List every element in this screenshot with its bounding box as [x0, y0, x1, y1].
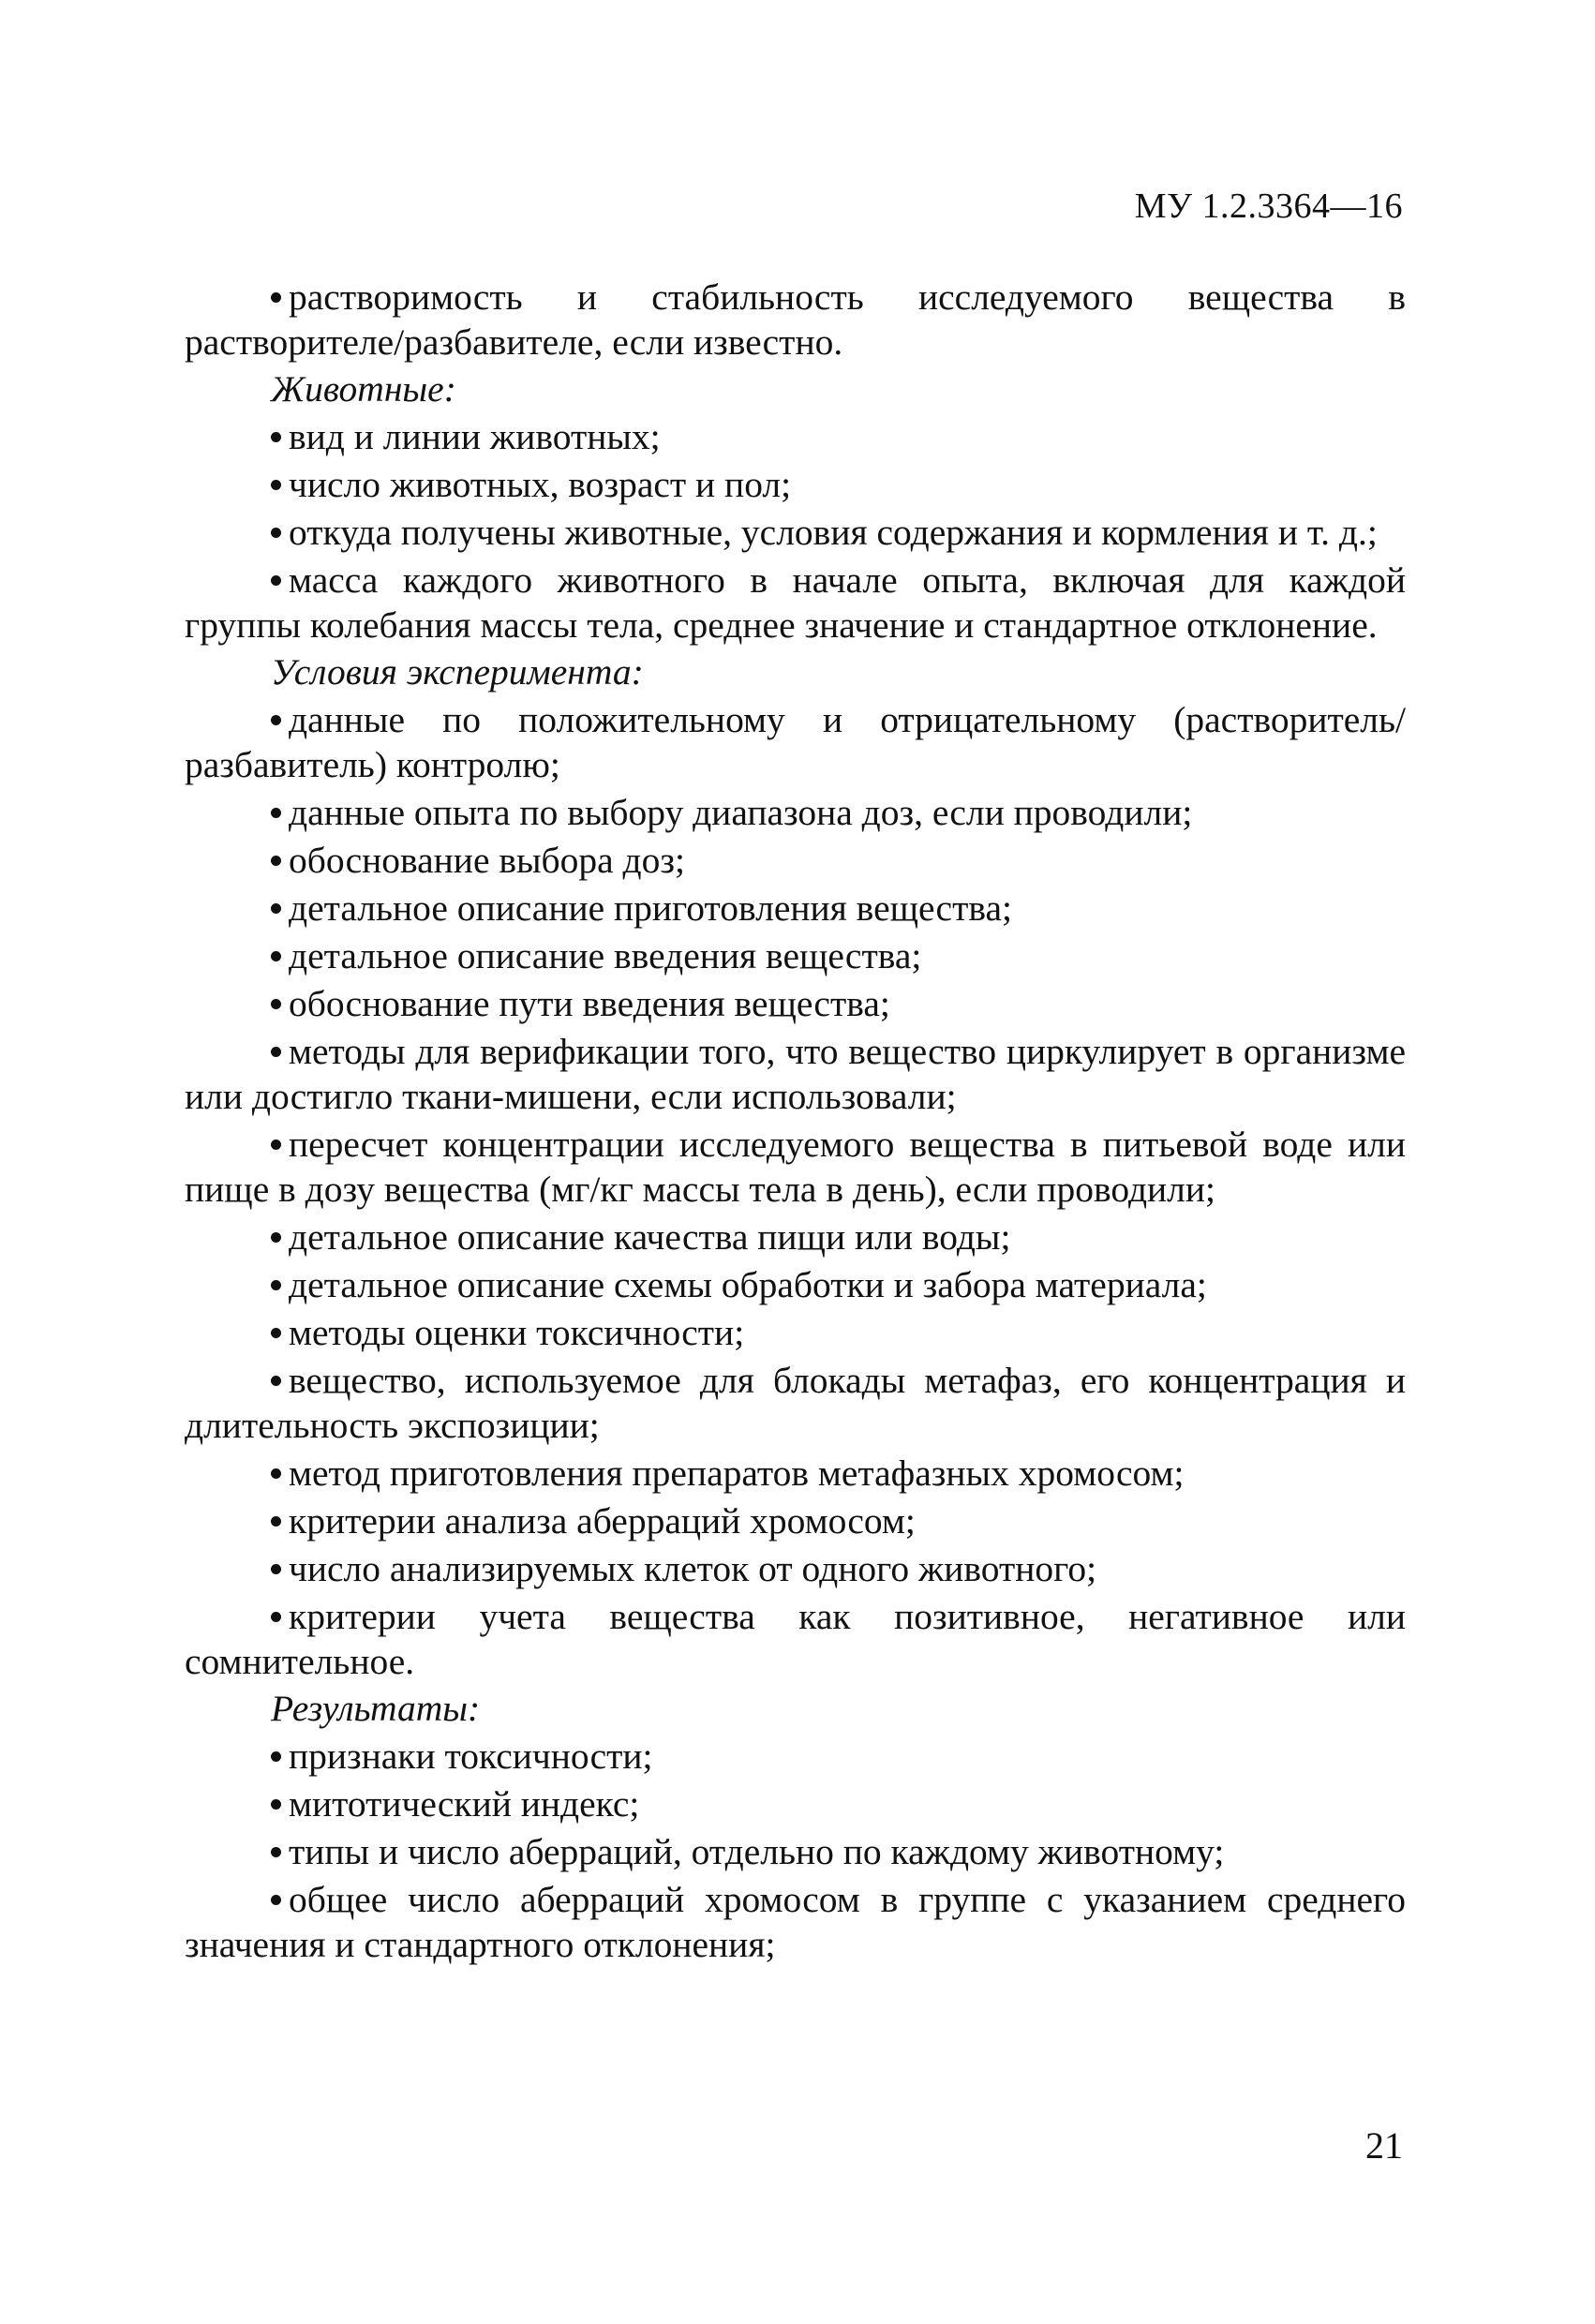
bullet-icon	[271, 715, 281, 725]
list-item-text: детальное описание приготовления вещества;	[289, 887, 1012, 929]
bullet-icon	[271, 1376, 281, 1386]
list-item	[185, 1497, 1406, 1545]
list-item	[185, 1261, 1406, 1309]
list-item-text: критерии учета вещества как позитивное, негативное или сомнительное.	[185, 1596, 1406, 1682]
bullet-icon	[271, 575, 281, 586]
bullet-icon	[271, 432, 281, 442]
bullet-icon	[271, 1847, 281, 1857]
list-item-text: число анализируемых клеток от одного животного;	[289, 1548, 1097, 1589]
bullet-icon	[271, 1232, 281, 1243]
list-item-text: детальное описание схемы обработки и забора материала;	[289, 1264, 1207, 1305]
list-item	[185, 461, 1406, 509]
list-item-text: данные опыта по выбору диапазона доз, если проводили;	[289, 792, 1193, 833]
list-item-text: митотический индекс;	[289, 1783, 640, 1825]
list-item	[185, 885, 1406, 932]
list-item	[185, 1214, 1406, 1261]
bullet-icon	[271, 1047, 281, 1057]
page-number: 21	[1365, 2124, 1403, 2167]
section-heading-text: Условия эксперимента:	[271, 651, 644, 693]
bullet-icon	[271, 1564, 281, 1574]
list-item-text: пересчет концентрации исследуемого вещества в питьевой воде или пище в дозу вещества (мг/кг массы тела в день), если проводили;	[185, 1124, 1406, 1210]
list-item	[185, 1733, 1406, 1780]
section-heading	[185, 1686, 1406, 1733]
bullet-icon	[271, 951, 281, 961]
list-item	[185, 696, 1406, 789]
list-item	[185, 274, 1406, 366]
list-item-text: растворимость и стабильность исследуемого вещества в растворителе/разбавителе, если известно.	[185, 276, 1406, 363]
list-item-text: откуда получены животные, условия содержания и кормления и т. д.;	[289, 512, 1378, 553]
list-item	[185, 980, 1406, 1028]
bullet-icon	[271, 808, 281, 818]
bullet-icon	[271, 1799, 281, 1810]
bullet-icon	[271, 999, 281, 1009]
list-item	[185, 1121, 1406, 1214]
bullet-icon	[271, 856, 281, 866]
list-item	[185, 1780, 1406, 1828]
bullet-icon	[271, 1468, 281, 1479]
list-item	[185, 1357, 1406, 1450]
list-item	[185, 1828, 1406, 1876]
list-item-text: методы для верификации того, что вещество циркулирует в организме или достигло ткани-мишени, если использовали;	[185, 1031, 1406, 1117]
page-body	[185, 274, 1406, 1969]
list-item	[185, 1876, 1406, 1969]
list-item	[185, 557, 1406, 649]
list-item-text: обоснование выбора доз;	[289, 840, 685, 881]
list-item-text: данные по положительному и отрицательному (растворитель/разбавитель) контролю;	[185, 699, 1406, 785]
section-heading	[185, 366, 1406, 413]
bullet-icon	[271, 1751, 281, 1762]
bullet-icon	[271, 1328, 281, 1338]
list-item-text: метод приготовления препаратов метафазных хромосом;	[289, 1452, 1185, 1494]
bullet-icon	[271, 1895, 281, 1905]
list-item	[185, 413, 1406, 461]
list-item-text: типы и число аберраций, отдельно по каждому животному;	[289, 1831, 1225, 1872]
list-item-text: детальное описание качества пищи или воды;	[289, 1216, 1011, 1258]
list-item-text: общее число аберраций хромосом в группе с указанием среднего значения и стандартного отклонения;	[185, 1879, 1406, 1965]
list-item-text: масса каждого животного в начале опыта, включая для каждой группы колебания массы тела, среднее значение и стандартное отклонение.	[185, 559, 1406, 646]
list-item-text: детальное описание введения вещества;	[289, 935, 922, 976]
bullet-icon	[271, 292, 281, 303]
section-heading-text: Животные:	[271, 368, 456, 410]
list-item-text: обоснование пути введения вещества;	[289, 983, 890, 1024]
list-item	[185, 1593, 1406, 1686]
document-code-header: МУ 1.2.3364—16	[1134, 186, 1403, 226]
list-item	[185, 1028, 1406, 1121]
list-item	[185, 837, 1406, 885]
list-item-text: критерии анализа аберраций хромосом;	[289, 1500, 916, 1542]
bullet-icon	[271, 480, 281, 490]
list-item-text: вид и линии животных;	[289, 416, 661, 457]
list-item-text: число животных, возраст и пол;	[289, 464, 792, 505]
bullet-icon	[271, 903, 281, 914]
bullet-icon	[271, 1612, 281, 1622]
bullet-icon	[271, 1140, 281, 1150]
list-item	[185, 1450, 1406, 1497]
list-item-text: вещество, используемое для блокады метафаз, его концентрация и длительность экспозиции;	[185, 1360, 1406, 1446]
section-heading-text: Результаты:	[271, 1688, 481, 1729]
bullet-icon	[271, 1280, 281, 1290]
list-item	[185, 932, 1406, 980]
list-item	[185, 1545, 1406, 1593]
list-item	[185, 1309, 1406, 1357]
list-item-text: признаки токсичности;	[289, 1736, 653, 1777]
list-item-text: методы оценки токсичности;	[289, 1312, 745, 1353]
bullet-icon	[271, 528, 281, 538]
section-heading	[185, 649, 1406, 696]
list-item	[185, 509, 1406, 557]
bullet-icon	[271, 1516, 281, 1527]
list-item	[185, 789, 1406, 837]
